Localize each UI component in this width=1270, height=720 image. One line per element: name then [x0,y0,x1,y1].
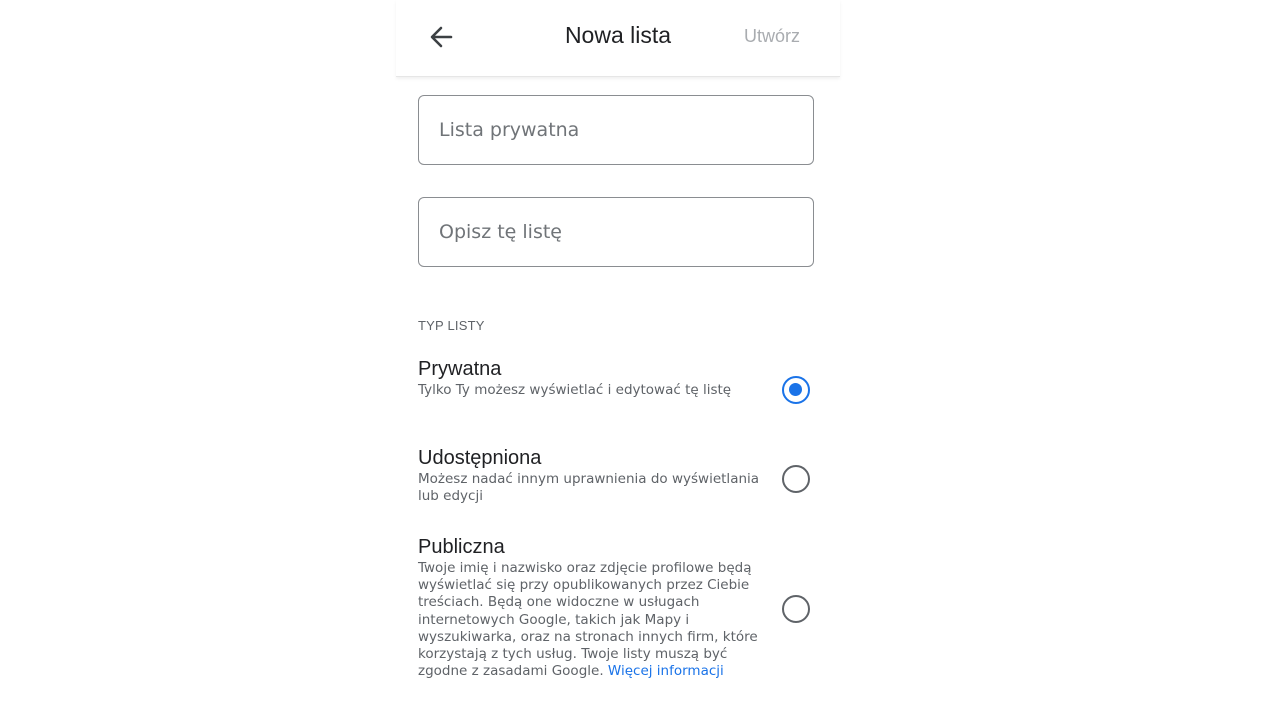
list-type-section-label: TYP LISTY [418,318,485,333]
option-description [418,560,774,680]
option-title: Udostępniona [418,447,542,469]
option-title: Prywatna [418,358,502,380]
app-bar [396,0,840,77]
radio-private[interactable] [782,376,810,404]
list-type-option-public[interactable] [418,534,818,680]
list-type-option-private[interactable] [418,356,818,399]
create-button[interactable]: Utwórz [743,26,800,46]
list-name-input[interactable] [418,95,814,165]
radio-shared[interactable] [782,465,810,493]
phone-screen [396,0,840,720]
radio-public[interactable] [782,595,810,623]
page-title: Nowa lista [564,22,672,48]
option-description-text: Twoje imię i nazwisko oraz zdjęcie profilowe będą wyświetlać się przy opublikowanych przez Ciebie treściach. Będą one widoczne w usługach internetowych Google, takich jak Mapy i wyszukiwarka, oraz na stronach innych firm, które korzystają z tych usług. Twoje listy muszą być zgodne z zasadami Google. [418,560,758,680]
list-description-input[interactable] [418,197,814,267]
more-info-link[interactable]: Więcej informacji [607,663,724,680]
option-description: Możesz nadać innym uprawnienia do wyświetlania lub edycji [418,471,760,505]
option-description: Tylko Ty możesz wyświetlać i edytować tę listę [418,382,732,398]
option-title: Publiczna [418,536,505,558]
list-type-option-shared[interactable] [418,445,818,505]
